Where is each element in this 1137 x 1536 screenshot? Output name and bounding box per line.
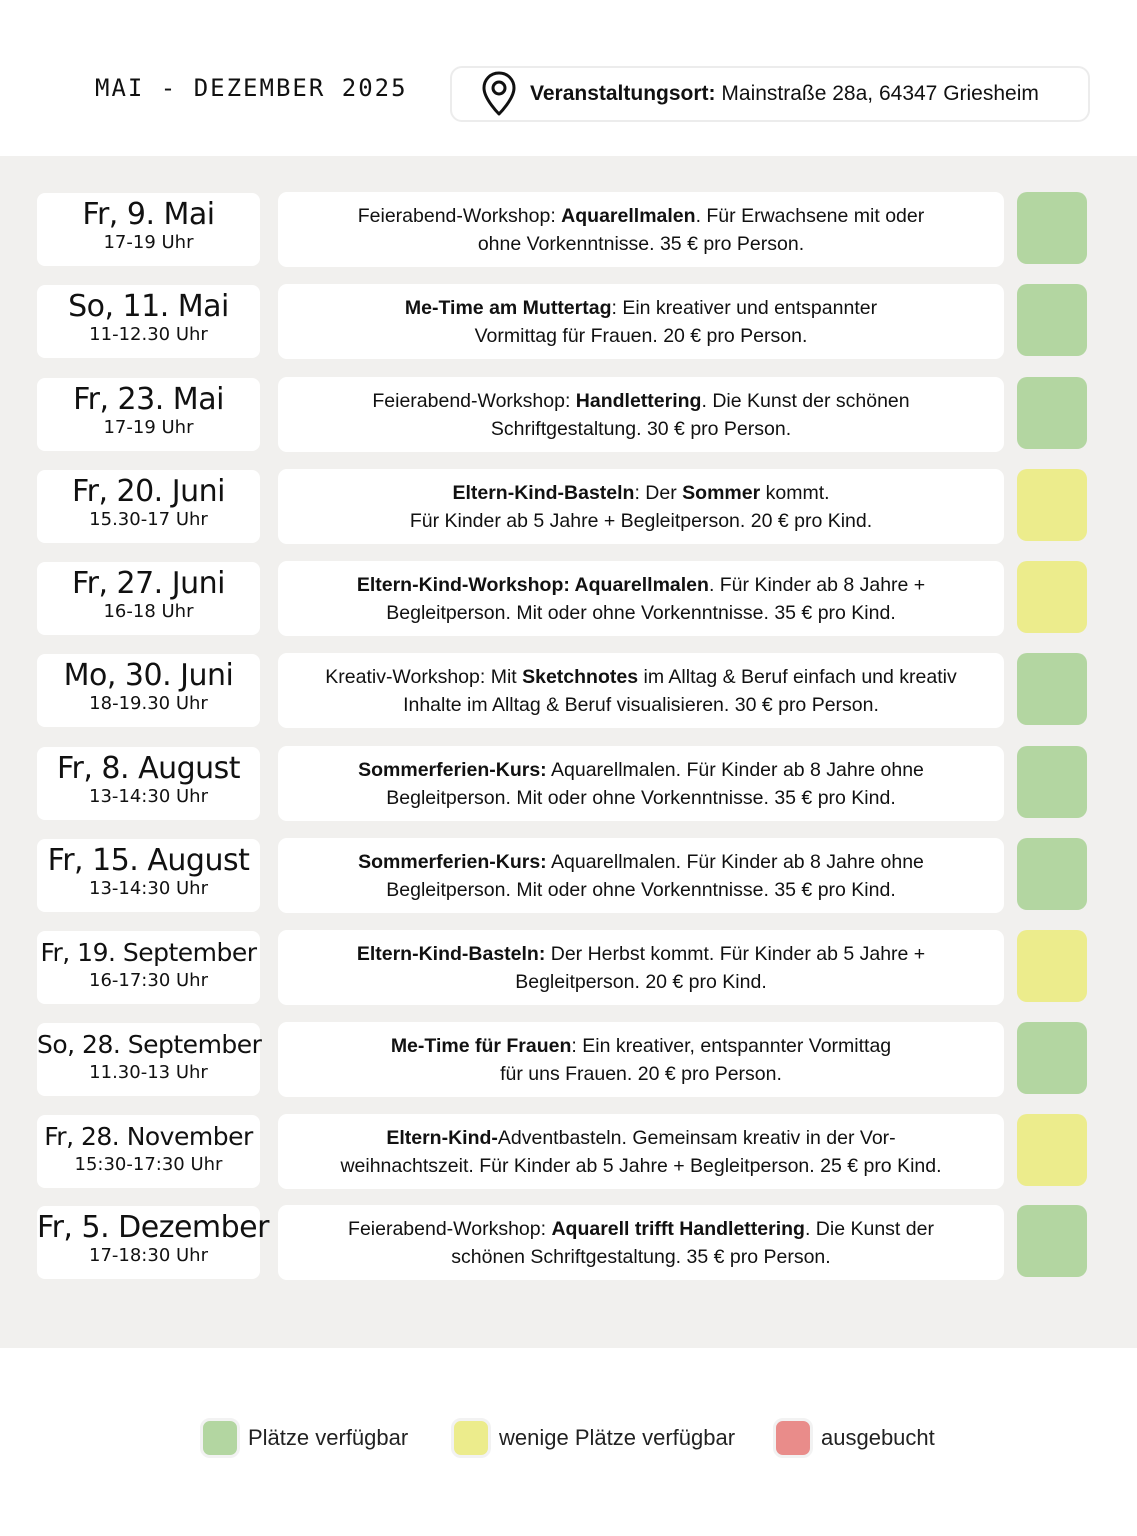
- availability-indicator: [1017, 284, 1087, 356]
- legend: [0, 1418, 1137, 1462]
- event-date: Mo, 30. Juni: [63, 658, 234, 693]
- description-line: [372, 415, 909, 443]
- event-date-box: [37, 378, 260, 451]
- event-row: [0, 1205, 1137, 1281]
- availability-indicator: [1017, 469, 1087, 541]
- event-row: [0, 284, 1137, 360]
- event-date: Fr, 15. August: [47, 843, 250, 878]
- event-date: Fr, 19. September: [40, 938, 257, 967]
- description-text: Kreativ-Workshop: Mit: [325, 665, 523, 688]
- availability-indicator: [1017, 653, 1087, 725]
- description-text: Inhalte im Alltag & Beruf visualisieren. 30 € pro Person.: [403, 693, 879, 716]
- event-description: [278, 469, 1004, 544]
- event-date-box: [37, 1206, 269, 1279]
- venue-label: Veranstaltungsort:: [530, 82, 716, 105]
- event-time: 17-18:30 Uhr: [89, 1245, 208, 1266]
- description-text: : Ein kreativer und entspannter: [611, 296, 878, 319]
- description-line: [358, 756, 924, 784]
- description-bold-text: Aquarell trifft Handlettering: [551, 1217, 805, 1240]
- legend-label: Plätze verfügbar: [248, 1425, 409, 1450]
- event-time: 17-19 Uhr: [103, 232, 194, 253]
- event-description: [278, 192, 1004, 267]
- legend-item-booked: [773, 1418, 935, 1458]
- description-bold-text: Sketchnotes: [522, 665, 639, 688]
- description-line: [358, 784, 924, 812]
- description-line: [358, 876, 924, 904]
- description-bold-text: Sommer: [682, 481, 761, 504]
- description-line: [358, 202, 924, 230]
- description-text: Für Kinder ab 5 Jahre + Begleitperson. 20 € pro Kind.: [409, 509, 873, 532]
- legend-swatch: [200, 1418, 240, 1458]
- description-text: kommt.: [760, 481, 830, 504]
- legend-label: wenige Plätze verfügbar: [499, 1425, 736, 1450]
- description-text: Begleitperson. 20 € pro Kind.: [515, 970, 767, 993]
- description-line: [391, 1032, 891, 1060]
- description-text: Begleitperson. Mit oder ohne Vorkenntnisse. 35 € pro Kind.: [386, 601, 896, 624]
- availability-indicator: [1017, 746, 1087, 818]
- description-line: [325, 691, 956, 719]
- description-text: Der Herbst kommt. Für Kinder ab 5 Jahre +: [545, 942, 926, 965]
- event-row: [0, 469, 1137, 545]
- description-text: Feierabend-Workshop:: [348, 1217, 552, 1240]
- description-bold-text: Eltern-Kind-: [386, 1126, 498, 1149]
- availability-indicator: [1017, 561, 1087, 633]
- event-row: [0, 1114, 1137, 1190]
- event-row: [0, 838, 1137, 914]
- event-date: Fr, 23. Mai: [73, 382, 224, 417]
- event-time: 16-18 Uhr: [103, 601, 194, 622]
- description-line: [405, 322, 877, 350]
- description-text: : Ein kreativer, entspannter Vormittag: [571, 1034, 892, 1057]
- event-date-box: [37, 931, 260, 1004]
- event-date-box: [37, 1115, 260, 1188]
- event-time: 11.30-13 Uhr: [89, 1062, 208, 1083]
- event-description: [278, 284, 1004, 359]
- description-line: [357, 571, 925, 599]
- period-title: MAI - DEZEMBER 2025: [95, 74, 408, 102]
- legend-swatch: [451, 1418, 491, 1458]
- event-row: [0, 192, 1137, 268]
- description-bold-text: Sommerferien-Kurs:: [358, 850, 547, 873]
- description-text: weihnachtszeit. Für Kinder ab 5 Jahre + Begleitperson. 25 € pro Kind.: [340, 1154, 942, 1177]
- description-line: [325, 663, 956, 691]
- availability-indicator: [1017, 930, 1087, 1002]
- event-description: [278, 838, 1004, 913]
- event-date: So, 28. September: [37, 1030, 262, 1059]
- event-row: [0, 746, 1137, 822]
- description-line: [348, 1243, 934, 1271]
- description-text: Adventbasteln. Gemeinsam kreativ in der Vor-: [497, 1126, 896, 1149]
- event-time: 11-12.30 Uhr: [89, 324, 208, 345]
- description-text: Aquarellmalen. Für Kinder ab 8 Jahre ohne: [546, 758, 924, 781]
- description-line: [357, 599, 925, 627]
- event-date: Fr, 5. Dezember: [37, 1210, 269, 1245]
- event-date: Fr, 8. August: [56, 751, 241, 786]
- event-date: Fr, 28. November: [44, 1122, 253, 1151]
- legend-swatch: [773, 1418, 813, 1458]
- description-text: . Für Erwachsene mit oder: [695, 204, 925, 227]
- description-bold-text: Aquarellmalen: [561, 204, 696, 227]
- event-date-box: [37, 470, 260, 543]
- event-time: 15:30-17:30 Uhr: [74, 1154, 223, 1175]
- event-time: 13-14:30 Uhr: [89, 878, 208, 899]
- venue-box: [450, 66, 1090, 122]
- availability-indicator: [1017, 192, 1087, 264]
- header: [0, 0, 1137, 156]
- description-text: . Die Kunst der: [804, 1217, 934, 1240]
- description-line: [372, 387, 909, 415]
- event-date: Fr, 20. Juni: [72, 474, 225, 509]
- description-line: [340, 1124, 941, 1152]
- event-date: Fr, 9. Mai: [82, 197, 215, 232]
- event-description: [278, 930, 1004, 1005]
- event-date-box: [37, 562, 260, 635]
- event-description: [278, 653, 1004, 728]
- venue-address: Mainstraße 28a, 64347 Griesheim: [721, 82, 1039, 105]
- description-text: Schriftgestaltung. 30 € pro Person.: [490, 417, 792, 440]
- event-description: [278, 377, 1004, 452]
- description-text: ohne Vorkenntnisse. 35 € pro Person.: [477, 232, 805, 255]
- event-description: [278, 561, 1004, 636]
- event-date: Fr, 27. Juni: [72, 566, 225, 601]
- description-line: [410, 479, 872, 507]
- event-time: 16-17:30 Uhr: [89, 970, 208, 991]
- event-description: [278, 1205, 1004, 1280]
- venue-text: [530, 82, 1039, 106]
- event-row: [0, 930, 1137, 1006]
- description-text: . Für Kinder ab 8 Jahre +: [708, 573, 926, 596]
- event-row: [0, 377, 1137, 453]
- description-line: [358, 848, 924, 876]
- event-row: [0, 653, 1137, 729]
- event-row: [0, 561, 1137, 637]
- event-date-box: [37, 654, 260, 727]
- description-line: [410, 507, 872, 535]
- event-row: [0, 1022, 1137, 1098]
- description-line: [357, 968, 925, 996]
- event-description: [278, 1022, 1004, 1097]
- description-text: schönen Schriftgestaltung. 35 € pro Person.: [451, 1245, 831, 1268]
- event-time: 15.30-17 Uhr: [89, 509, 208, 530]
- description-line: [405, 294, 877, 322]
- description-text: Begleitperson. Mit oder ohne Vorkenntnisse. 35 € pro Kind.: [386, 786, 896, 809]
- event-date-box: [37, 839, 260, 912]
- description-text: Feierabend-Workshop:: [372, 389, 576, 412]
- availability-indicator: [1017, 838, 1087, 910]
- description-bold-text: Eltern-Kind-Workshop: Aquarellmalen: [356, 573, 709, 596]
- description-text: Begleitperson. Mit oder ohne Vorkenntnisse. 35 € pro Kind.: [386, 878, 896, 901]
- description-bold-text: Me-Time am Muttertag: [404, 296, 612, 319]
- description-text: im Alltag & Beruf einfach und kreativ: [638, 665, 957, 688]
- event-description: [278, 1114, 1004, 1189]
- description-bold-text: Handlettering: [575, 389, 702, 412]
- description-text: : Der: [634, 481, 683, 504]
- description-bold-text: Me-Time für Frauen: [390, 1034, 572, 1057]
- description-text: Aquarellmalen. Für Kinder ab 8 Jahre ohne: [546, 850, 924, 873]
- description-text: Vormittag für Frauen. 20 € pro Person.: [474, 324, 808, 347]
- legend-item-available: [200, 1418, 408, 1458]
- event-time: 17-19 Uhr: [103, 417, 194, 438]
- description-line: [357, 940, 925, 968]
- location-pin-icon: [480, 70, 518, 118]
- event-date-box: [37, 747, 260, 820]
- event-time: 18-19.30 Uhr: [89, 693, 208, 714]
- description-text: . Die Kunst der schönen: [701, 389, 910, 412]
- legend-item-few: [451, 1418, 735, 1458]
- availability-indicator: [1017, 377, 1087, 449]
- description-bold-text: Eltern-Kind-Basteln: [452, 481, 635, 504]
- description-line: [391, 1060, 891, 1088]
- availability-indicator: [1017, 1205, 1087, 1277]
- description-text: für uns Frauen. 20 € pro Person.: [500, 1062, 782, 1085]
- description-line: [340, 1152, 941, 1180]
- description-line: [348, 1215, 934, 1243]
- event-date: So, 11. Mai: [68, 289, 229, 324]
- description-text: Feierabend-Workshop:: [357, 204, 562, 227]
- description-line: [358, 230, 924, 258]
- description-bold-text: Sommerferien-Kurs:: [358, 758, 547, 781]
- legend-label: ausgebucht: [821, 1425, 935, 1450]
- event-time: 13-14:30 Uhr: [89, 786, 208, 807]
- event-date-box: [37, 1023, 260, 1096]
- description-bold-text: Eltern-Kind-Basteln:: [356, 942, 546, 965]
- event-description: [278, 746, 1004, 821]
- event-date-box: [37, 285, 260, 358]
- availability-indicator: [1017, 1114, 1087, 1186]
- event-date-box: [37, 193, 260, 266]
- availability-indicator: [1017, 1022, 1087, 1094]
